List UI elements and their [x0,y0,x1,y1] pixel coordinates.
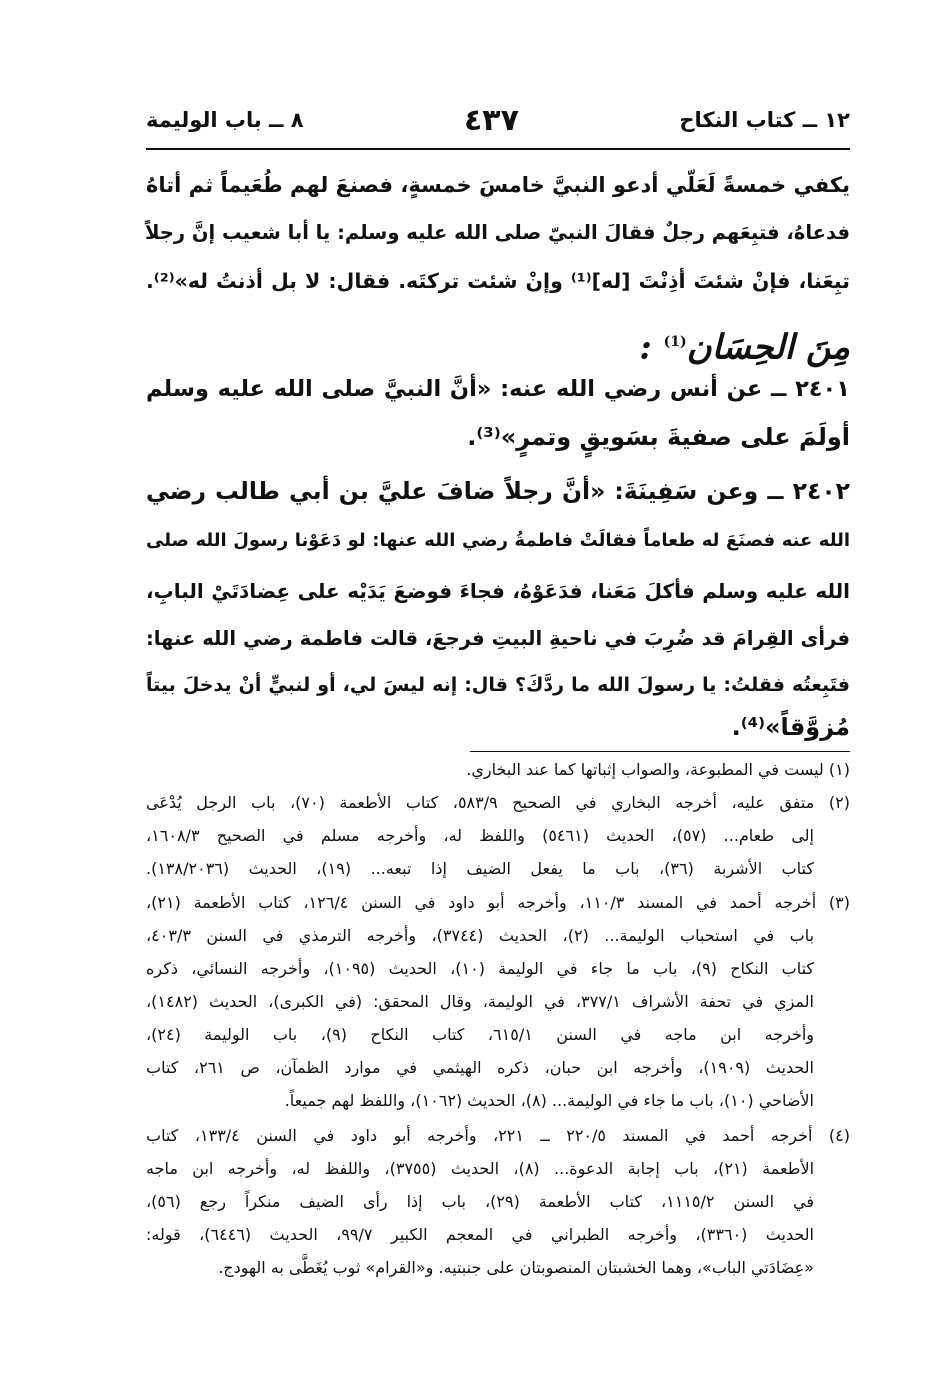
section-title-text: مِنَ الحِسَان [686,327,850,368]
footnote-line: الحديث (١٩٠٩)، وأخرجه ابن حبان، ذكره الهيثمي في موارد الظمآن، ص ٢٦١، كتاب [146,1058,815,1077]
header-chapter: ١٢ ــ كتاب النكاح [679,108,850,132]
footnote-number: (١) [828,760,850,779]
footnote-text: متفق عليه، أخرجه البخاري في الصحيح ٥٨٣/٩، كتاب الأطعمة (٧٠)، باب الرجل يُدْعَى [146,793,815,812]
header-section: ٨ ــ باب الوليمة [146,108,304,132]
text-line: الله عليه وسلم فأكلَ مَعَنا، فدَعَوْهُ، فجاءَ فوضعَ يَدَيْه على عِضادَتَيْ البابِ، [146,579,850,603]
page-number: ٤٣٧ [464,102,519,138]
text-line: يكفي خمسةً لَعَلّي أدعو النبيَّ خامسَ خمسةٍ، فصنعَ لهم طُعَيماً ثم أتاهُ [146,173,850,197]
footnote-line: «عِضَادَتي الباب»، وهما الخشبتان المنصوبتان على جنبتيه. و«القرام» ثوب يُغَطَّى به الهودج. [218,1258,814,1277]
section-title-note: (1) [663,334,687,350]
footnote-line [146,887,850,919]
footnote-text: ليست في المطبوعة، والصواب إثباتها كما عند البخاري. [466,760,824,779]
footnote-line: كتاب الأشربة (٣٦)، باب ما يفعل الضيف إذا تبعه... (١٩)، الحديث (١٣٨/٢٠٣٦). [146,859,815,878]
hadith-text: ــ عن أنس رضي الله عنه: «أنَّ النبيَّ صلى الله عليه وسلم [146,376,787,402]
text-line: تبِعَنا، فإنْ شئتَ أذِنْتَ [له]⁽¹⁾ وإنْ شئت تركتَه. فقال: لا بل أذنتُ له»⁽²⁾. [146,269,850,293]
text-line: فتَبِعتُه فقلتُ: يا رسولَ الله ما ردَّكَ؟ قال: إنه ليسَ لي، أو لنبيٍّ أنْ يدخلَ بيتاً [146,674,850,696]
footnote-number: (٣) [828,893,851,912]
hadith-number: ٢٤٠٢ [792,477,851,505]
section-title: مِنَ الحِسَان$^{(1)}$ : [639,327,850,368]
footnote-line: إلى طعام... (٥٧)، الحديث (٥٤٦١) واللفظ له، وأخرجه مسلم في الصحيح ١٦٠٨/٣، [146,826,815,845]
footnote-number: (٤) [828,1126,850,1145]
text-line: الله عنه فصنَعَ له طعاماً فقالَتْ فاطمةُ رضي الله عنها: لو دَعَوْنا رسولَ الله صلى [146,530,850,551]
footnote-line: في السنن ١١١٥/٢، كتاب الأطعمة (٢٩)، باب إذا رأى الضيف منكراً رجع (٥٦)، [146,1192,815,1211]
footnote-line: وأخرجه ابن ماجه في السنن ٦١٥/١، كتاب النكاح (٩)، باب الوليمة (٢٤)، [146,1025,815,1044]
footnote-line: المزي في تحفة الأشراف ٣٧٧/١، في الوليمة، وقال المحقق: (في الكبرى)، الحديث (١٤٨٢)، [146,992,815,1011]
footnote-line: الأطعمة (٢١)، باب إجابة الدعوة... (٨)، الحديث (٣٧٥٥)، واللفظ له، وأخرجه ابن ماجه [146,1159,815,1178]
hadith-number: ٢٤٠١ [795,376,850,402]
text-line: أولَمَ على صفيةَ بسَويقٍ وتمرٍ»⁽³⁾. [467,423,850,451]
footnote-line: الأضاحي (١٠)، باب ما جاء في الوليمة... (٨)، الحديث (١٠٦٢)، واللفظ لهم جميعاً. [284,1091,814,1110]
footnote-number: (٢) [828,793,850,812]
footnote-line: الحديث (٣٣٦٠)، وأخرجه الطبراني في المعجم الكبير ٩٩/٧، الحديث (٦٤٤٦)، قوله: [146,1225,814,1244]
footnote-line: باب في استحباب الوليمة... (٢)، الحديث (٣٧٤٤)، وأخرجه الترمذي في السنن ٤٠٣/٣، [146,926,815,945]
footnote-text: أخرجه أحمد في المسند ١١٠/٣، وأخرجه أبو داود في السنن ١٢٦/٤، كتاب الأطعمة (٢١)، [146,893,817,912]
footnote-line [146,787,850,819]
text-line: فدعاهُ، فتبِعَهم رجلٌ فقالَ النبيّ صلى الله عليه وسلم: يا أبا شعيب إنَّ رجلاً [145,221,850,244]
footnote-text: أخرجه أحمد في المسند ٢٢٠/٥ ــ ٢٢١، وأخرجه أبو داود في السنن ١٣٣/٤، كتاب [146,1126,813,1145]
footnote-line [146,754,850,786]
footnote-line [146,1120,850,1152]
hadith-text: ــ وعن سَفِينَةَ: «أنَّ رجلاً ضافَ عليَّ بن أبي طالب رضي [146,477,784,505]
text-line: مُزوَّقاً»⁽⁴⁾. [731,713,850,741]
footnotes [146,0,850,1392]
text-line: فرأى القِرامَ قد ضُرِبَ في ناحيةِ البيتِ فرجعَ، قالت فاطمة رضي الله عنها: [146,627,850,650]
footnote-line: كتاب النكاح (٩)، باب ما جاء في الوليمة (١٠)، الحديث (١٠٩٥)، وأخرجه النسائي، ذكره [146,959,815,978]
